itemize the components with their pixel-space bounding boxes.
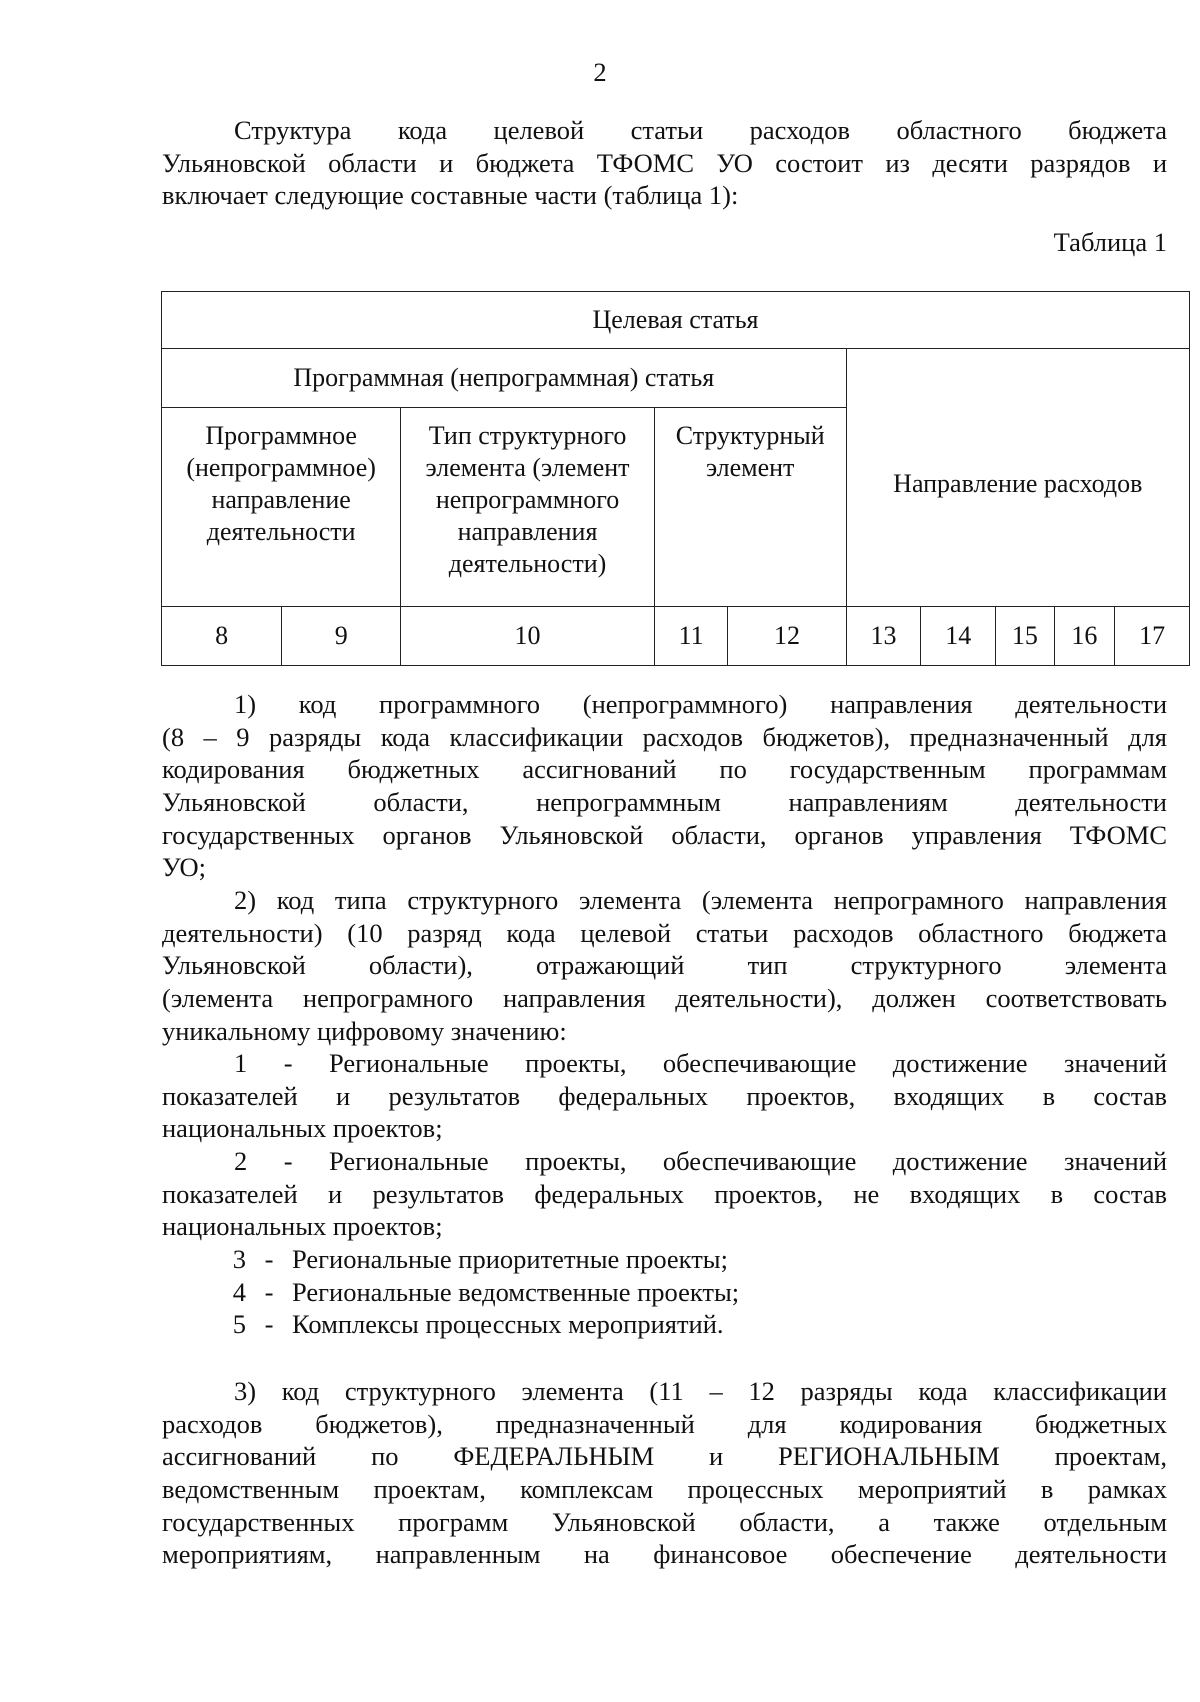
digit-cell: 10 xyxy=(401,607,654,666)
structural-type-header xyxy=(401,408,654,607)
text-line: государственных программ Ульяновской области, а также отдельным xyxy=(162,1506,1167,1537)
digit-cell: 15 xyxy=(996,607,1055,666)
digit-cell: 9 xyxy=(282,607,401,666)
text-line: 1 - Региональные проекты, обеспечивающие достижение значений xyxy=(234,1048,1167,1078)
item-number: 5 xyxy=(232,1309,246,1340)
item-number: 4 xyxy=(232,1276,246,1307)
text-line: ассигнований по ФЕДЕРАЛЬНЫМ и РЕГИОНАЛЬНЫМ проектам, xyxy=(162,1441,1167,1472)
digit-cell: 17 xyxy=(1115,607,1190,666)
text-line: кодирования бюджетных ассигнований по государственным программам xyxy=(162,754,1167,785)
text-line: (8 – 9 разряды кода классификации расходов бюджетов), предназначенный для xyxy=(162,721,1167,752)
header-line: деятельности) xyxy=(448,549,607,578)
item-dash: - xyxy=(264,1244,274,1274)
text-line: деятельности) (10 разряд кода целевой статьи расходов областного бюджета xyxy=(162,917,1167,948)
type-item-2 xyxy=(162,1145,1167,1243)
digit-cell: 8 xyxy=(162,607,282,666)
item-dash: - xyxy=(264,1276,274,1307)
table-title-cell: Целевая статья xyxy=(162,292,1190,349)
text-line: национальных проектов; xyxy=(162,1113,443,1144)
header-line: элемент xyxy=(705,453,795,482)
text-line: 2) код типа структурного элемента (элемента непрограмного направления xyxy=(234,885,1167,915)
structural-element-header xyxy=(654,408,846,607)
program-article-header: Программная (непрограммная) статья xyxy=(162,349,847,408)
item-text: Комплексы процессных мероприятий. xyxy=(292,1309,724,1340)
target-article-structure-table xyxy=(161,291,1190,666)
header-line: непрограммного xyxy=(435,485,620,514)
text-line: показателей и результатов федеральных проектов, входящих в состав xyxy=(162,1080,1167,1111)
digit-cell: 13 xyxy=(846,607,921,666)
text-line: государственных органов Ульяновской области, органов управления ТФОМС xyxy=(162,819,1167,850)
text-line: уникальному цифровому значению: xyxy=(162,1015,567,1046)
digit-cell: 11 xyxy=(654,607,728,666)
type-item-1 xyxy=(162,1047,1167,1145)
paragraph-2 xyxy=(162,884,1167,1047)
list-item xyxy=(162,1243,1167,1276)
header-line: Тип структурного xyxy=(428,421,627,450)
header-line: Структурный xyxy=(675,421,825,450)
header-line: (непрограммное) xyxy=(186,453,376,482)
item-number: 3 xyxy=(232,1244,246,1274)
item-text: Региональные ведомственные проекты; xyxy=(292,1276,740,1307)
text-line: расходов бюджетов), предназначенный для кодирования бюджетных xyxy=(162,1408,1167,1439)
page-number: 2 xyxy=(593,57,607,87)
expense-direction-header: Направление расходов xyxy=(846,349,1189,607)
text-line: 3) код структурного элемента (11 – 12 разряды кода классификации xyxy=(234,1376,1167,1406)
header-line: направления xyxy=(457,517,598,546)
list-item xyxy=(162,1276,1167,1309)
digit-cell: 14 xyxy=(921,607,996,666)
text-line: 1) код программного (непрограммного) направления деятельности xyxy=(234,689,1167,719)
digit-cell: 12 xyxy=(728,607,846,666)
text-line: (элемента непрограмного направления деятельности), должен соответствовать xyxy=(162,983,1167,1014)
short-type-list xyxy=(162,1243,1167,1341)
header-line: Программное xyxy=(205,421,357,450)
intro-paragraph xyxy=(162,114,1167,212)
program-direction-header xyxy=(162,408,401,607)
text-line: показателей и результатов федеральных проектов, не входящих в состав xyxy=(162,1178,1167,1209)
header-line: направление xyxy=(211,485,351,514)
text-line: Ульяновской области), отражающий тип структурного элемента xyxy=(162,950,1167,981)
text-line: Структура кода целевой статьи расходов областного бюджета xyxy=(234,115,1167,145)
header-line: элемента (элемент xyxy=(425,453,630,482)
header-line: деятельности xyxy=(206,517,356,546)
digit-cell: 16 xyxy=(1054,607,1115,666)
paragraph-3 xyxy=(162,1375,1167,1571)
text-line: ведомственным проектам, комплексам процессных мероприятий в рамках xyxy=(162,1474,1167,1505)
text-line: Ульяновской области и бюджета ТФОМС УО состоит из десяти разрядов и xyxy=(162,147,1167,178)
text-line: включает следующие составные части (таблица 1): xyxy=(162,180,739,211)
table-caption: Таблица 1 xyxy=(1053,227,1167,257)
text-line: национальных проектов; xyxy=(162,1211,443,1242)
text-line: мероприятиям, направленным на финансовое обеспечение деятельности xyxy=(162,1539,1167,1570)
paragraph-1 xyxy=(162,688,1167,884)
text-line: 2 - Региональные проекты, обеспечивающие достижение значений xyxy=(234,1146,1167,1176)
text-line: Ульяновской области, непрограммным направлениям деятельности xyxy=(162,787,1167,818)
item-dash: - xyxy=(264,1309,274,1340)
text-line: УО; xyxy=(162,852,206,883)
item-text: Региональные приоритетные проекты; xyxy=(292,1244,728,1274)
list-item xyxy=(162,1308,1167,1341)
